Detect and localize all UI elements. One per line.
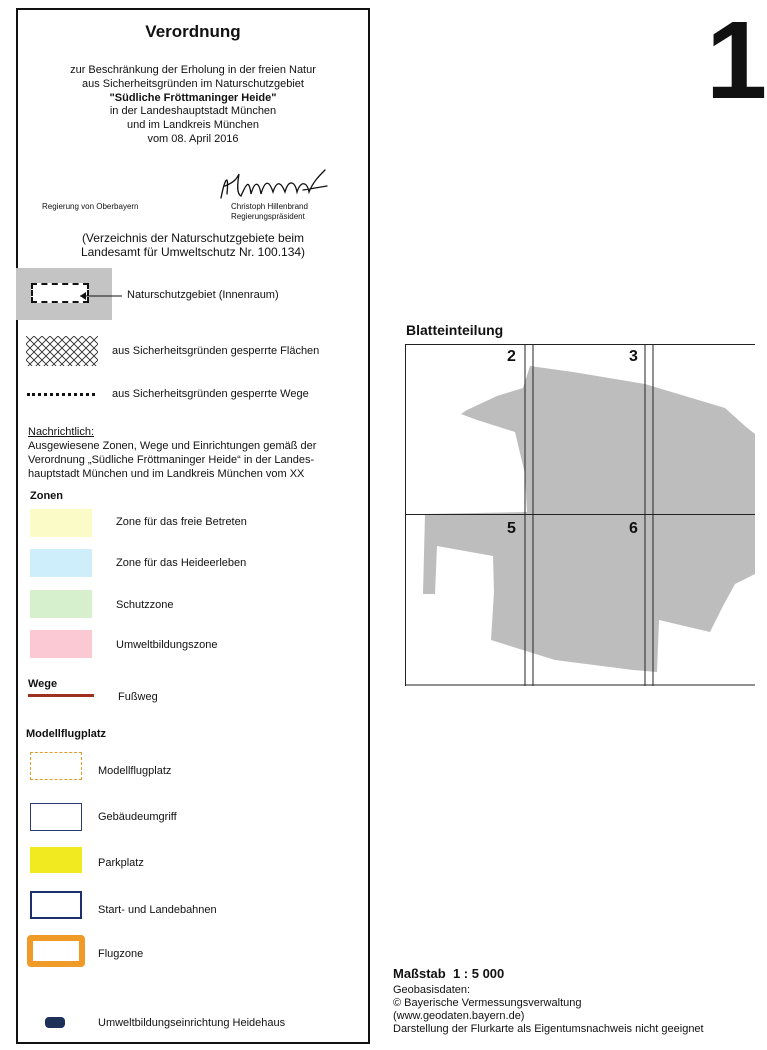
signature-mark [215, 168, 335, 204]
runway-swatch [30, 891, 82, 919]
building-area-swatch [30, 803, 82, 831]
blocked-areas-label: aus Sicherheitsgründen gesperrte Flächen [112, 345, 320, 357]
register-line-2: Landesamt für Umweltschutz Nr. 100.134) [80, 245, 306, 259]
crosshatch-swatch [26, 336, 98, 366]
paths-heading: Wege [28, 678, 58, 690]
zone-heath-swatch [30, 549, 92, 577]
reserve-name: "Südliche Fröttmaninger Heide" [109, 92, 277, 104]
airfield-label: Modellflugplatz [98, 765, 172, 777]
parking-label: Parkplatz [98, 857, 144, 869]
blocked-paths-label: aus Sicherheitsgründen gesperrte Wege [112, 388, 309, 400]
zones-heading: Zonen [30, 490, 63, 502]
source-line-3: (www.geodaten.bayern.de) [393, 1010, 525, 1022]
heidehaus-label: Umweltbildungseinrichtung Heidehaus [98, 1017, 286, 1029]
intro-line-1: zur Beschränkung der Erholung in der freien Natur [70, 64, 316, 76]
zone-heath-label: Zone für das Heideerleben [116, 557, 247, 569]
source-line-2: © Bayerische Vermessungsverwaltung [393, 997, 582, 1009]
airfield-swatch [30, 752, 82, 780]
tile-label-5: 5 [507, 520, 516, 537]
zone-free-label: Zone für das freie Betreten [116, 516, 247, 528]
building-area-label: Gebäudeumgriff [98, 811, 177, 823]
zone-protect-label: Schutzzone [116, 599, 174, 611]
nsg-label: Naturschutzgebiet (Innenraum) [127, 289, 279, 301]
source-line-1: Geobasisdaten: [393, 984, 471, 996]
zone-edu-label: Umweltbildungszone [116, 639, 218, 651]
tile-label-3: 3 [629, 348, 638, 365]
arrow-icon [76, 290, 124, 302]
authority-label: Regierung von Oberbayern [42, 202, 139, 211]
source-line-4: Darstellung der Flurkarte als Eigentumsnachweis nicht geeignet [393, 1023, 704, 1035]
zone-edu-swatch [30, 630, 92, 658]
flight-zone-swatch [27, 935, 85, 967]
signatory-name: Christoph Hillenbrand [231, 202, 308, 211]
scale-label: Maßstab 1 : 5 000 [393, 966, 505, 981]
airfield-heading: Modellflugplatz [26, 728, 107, 740]
register-line-1: (Verzeichnis der Naturschutzgebiete beim [81, 231, 305, 245]
signatory-role: Regierungspräsident [231, 212, 305, 221]
parking-swatch [30, 847, 82, 873]
sheet-index-map [405, 344, 755, 686]
runway-label: Start- und Landebahnen [98, 904, 217, 916]
intro-line-2: aus Sicherheitsgründen im Naturschutzgebiet [82, 78, 304, 90]
note-line-1: Ausgewiesene Zonen, Wege und Einrichtungen gemäß der [28, 440, 317, 452]
zone-free-swatch [30, 509, 92, 537]
regulation-date: vom 08. April 2016 [147, 133, 239, 145]
legend-title: Verordnung [145, 22, 241, 41]
reserve-area-shape [423, 366, 755, 672]
note-line-3: hauptstadt München und im Landkreis München vom XX [28, 468, 305, 480]
intro-line-4: in der Landeshauptstadt München [109, 105, 277, 117]
sheet-number: 1 [706, 0, 767, 122]
dotted-line-symbol [27, 393, 95, 396]
heidehaus-icon [45, 1017, 65, 1028]
intro-line-5: und im Landkreis München [126, 119, 260, 131]
flight-zone-label: Flugzone [98, 948, 144, 960]
zone-protect-swatch [30, 590, 92, 618]
tile-label-2: 2 [507, 348, 516, 365]
footpath-label: Fußweg [118, 691, 158, 703]
note-line-2: Verordnung „Südliche Fröttmaninger Heide“ in der Landes- [28, 454, 315, 466]
footpath-line [28, 694, 94, 697]
index-title: Blatteinteilung [406, 322, 504, 338]
note-heading: Nachrichtlich: [28, 426, 95, 438]
tile-label-6: 6 [629, 520, 638, 537]
